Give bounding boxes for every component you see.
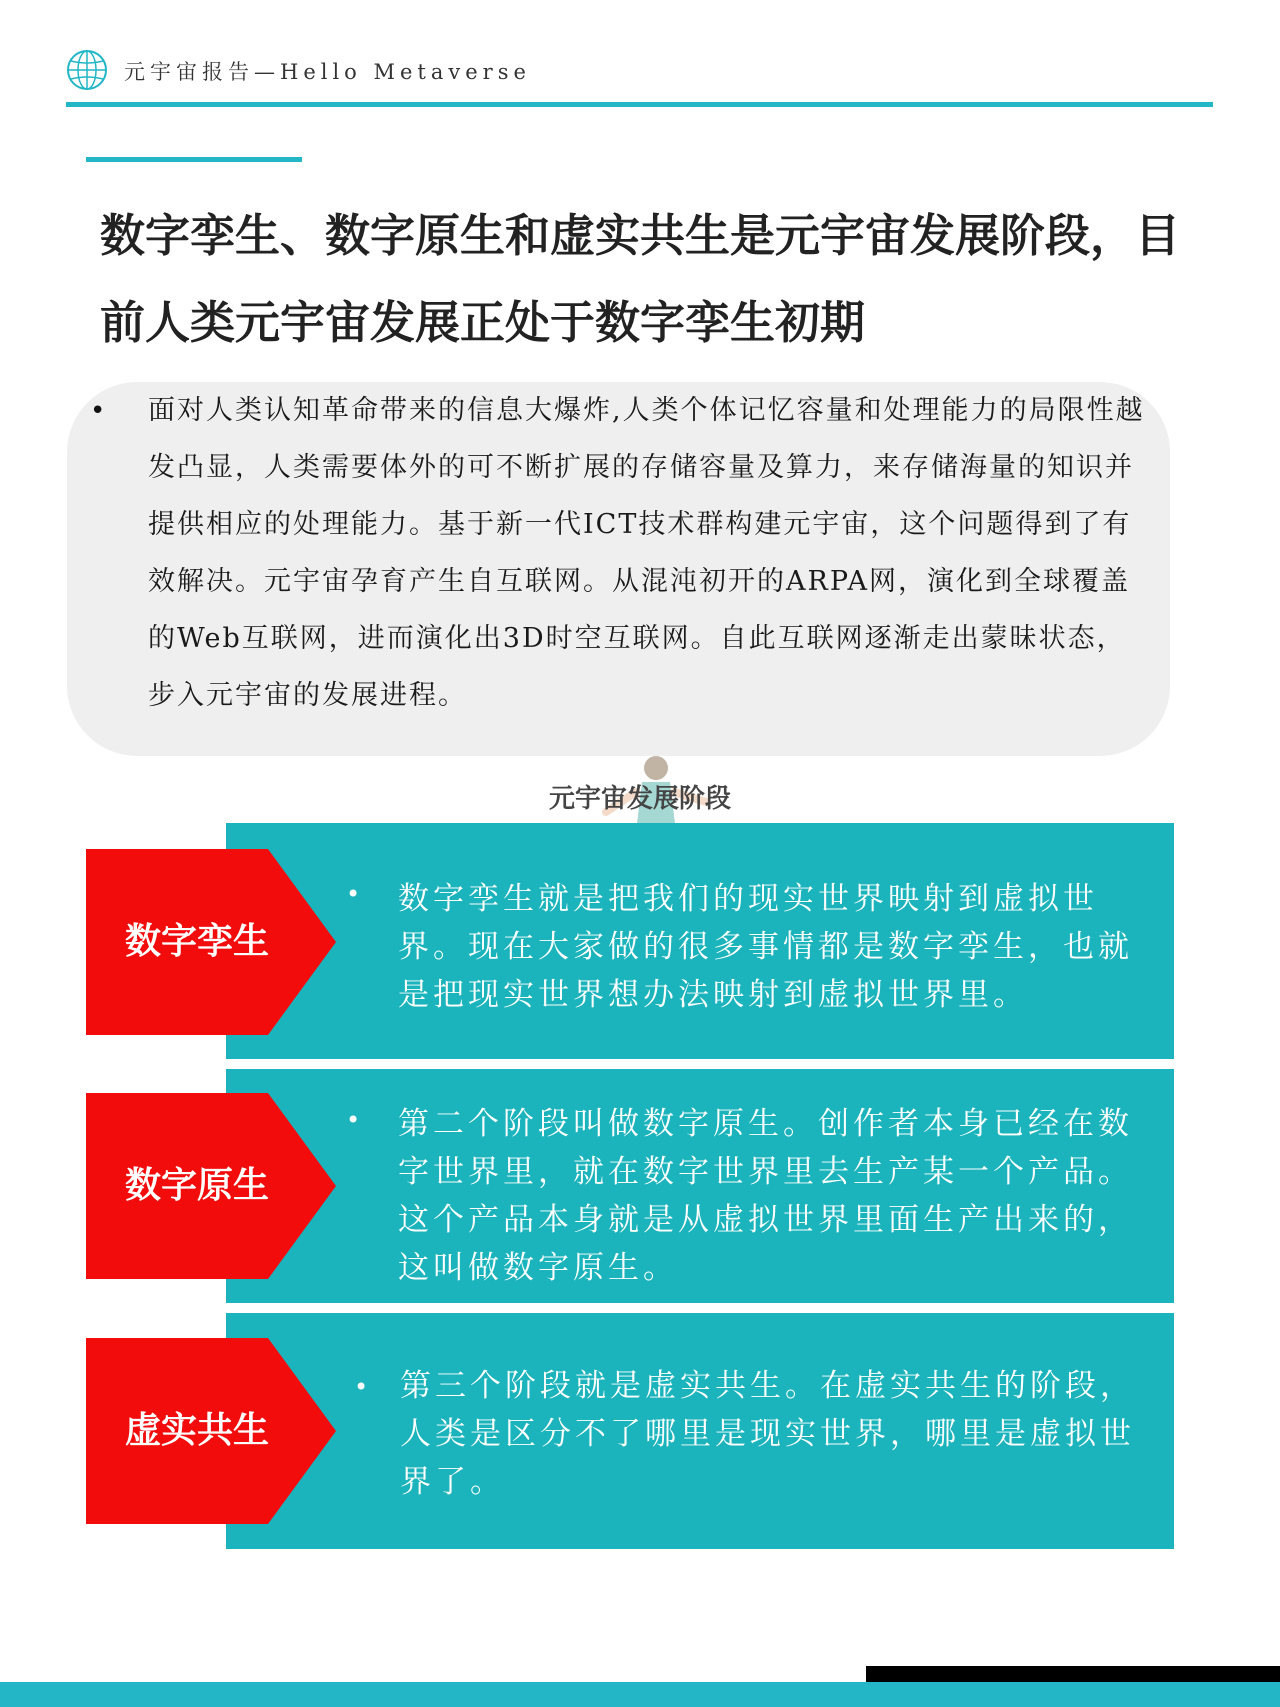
stage-description: 第三个阶段就是虚实共生。在虚实共生的阶段，人类是区分不了哪里是现实世界，哪里是虚拟世界了。 xyxy=(400,1368,1135,1500)
globe-icon xyxy=(66,49,108,91)
stage-label-box-coexistence xyxy=(86,1338,336,1524)
intro-paragraph: 面对人类认知革命带来的信息大爆炸,人类个体记忆容量和处理能力的局限性越发凸显，人类需要体外的可不断扩展的存储容量及算力，来存储海量的知识并提供相应的处理能力。基于新一代ICT技术群构建元宇宙，这个问题得到了有效解决。元宇宙孕育产生自互联网。从混沌初开的ARPA网，演化到全球覆盖的Web互联网，进而演化出3D时空互联网。自此互联网逐渐走出蒙昧状态，步入元宇宙的发展进程。 xyxy=(148,395,1145,711)
report-header-title: 元宇宙报告—Hello Metaverse xyxy=(124,60,531,84)
stage-description: 第二个阶段叫做数字原生。创作者本身已经在数字世界里，就在数字世界里去生产某一个产品。这个产品本身就是从虚拟世界里面生产出来的，这叫做数字原生。 xyxy=(398,1106,1133,1286)
intro-bullet: • xyxy=(90,396,106,426)
stage-label: 数字孪生 xyxy=(124,921,269,962)
title-accent-bar xyxy=(86,157,302,162)
stage-bullet: • xyxy=(346,880,361,908)
stage-label-box-digital-twin xyxy=(86,849,336,1035)
stage-bullet: • xyxy=(354,1373,369,1401)
stage-label-box-digital-native xyxy=(86,1093,336,1279)
stage-description: 数字孪生就是把我们的现实世界映射到虚拟世界。现在大家做的很多事情都是数字孪生，也就是把现实世界想办法映射到虚拟世界里。 xyxy=(398,881,1133,1013)
stages-title: 元宇宙发展阶段 xyxy=(548,784,731,814)
footer-bar-dark xyxy=(866,1666,1280,1682)
page-title: 数字孪生、数字原生和虚实共生是元宇宙发展阶段，目前人类元宇宙发展正处于数字孪生初期 xyxy=(100,209,1181,349)
stage-label: 数字原生 xyxy=(124,1165,269,1206)
footer-bar-accent xyxy=(0,1682,1280,1707)
header-divider xyxy=(66,102,1213,107)
stage-label: 虚实共生 xyxy=(124,1410,269,1451)
stage-bullet: • xyxy=(346,1106,361,1134)
